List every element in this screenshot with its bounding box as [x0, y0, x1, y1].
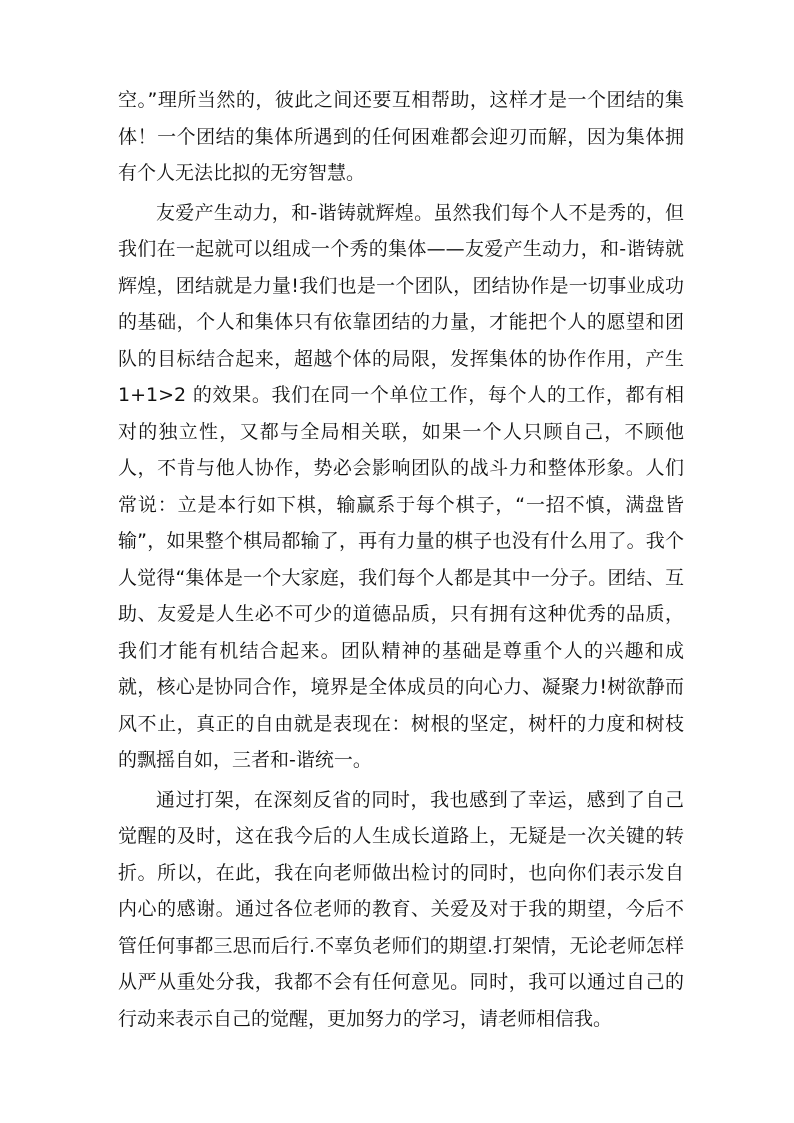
- paragraph-1: 空。”理所当然的，彼此之间还要互相帮助，这样才是一个团结的集体！一个团结的集体所遇到的任何困难都会迎刃而解，因为集体拥有个人无法比拟的无穷智慧。: [118, 89, 684, 184]
- paragraph-2: 友爱产生动力，和-谐铸就辉煌。虽然我们每个人不是秀的，但我们在一起就可以组成一个秀的集体——友爱产生动力，和-谐铸就辉煌，团结就是力量!我们也是一个团队，团结协作是一切事业成功的基础，个人和集体只有依靠团结的力量，才能把个人的愿望和团队的目标结合起来，超越个体的局限，发挥集体的协作作用，产生 1+1>2 的效果。我们在同一个单位工作，每个人的工作，都有相对的独立性，又都与全局相关联，如果一个人只顾自己，不顾他人，不肯与他人协作，势必会影响团队的战斗力和整体形象。人们常说：立是本行如下棋，输赢系于每个棋子，“一招不慎，满盘皆输”，如果整个棋局都输了，再有力量的棋子也没有什么用了。我个人觉得“集体是一个大家庭，我们每个人都是其中一分子。团结、互助、友爱是人生必不可少的道德品质，只有拥有这种优秀的品质，我们才能有机结合起来。团队精神的基础是尊重个人的兴趣和成就，核心是协同合作，境界是全体成员的向心力、凝聚力!树欲静而风不止，真正的自由就是表现在：树根的坚定，树杆的力度和树枝的飘摇自如，三者和-谐统一。: [118, 201, 684, 771]
- document-body: [118, 82, 684, 1040]
- paragraph-3: 通过打架，在深刻反省的同时，我也感到了幸运，感到了自己觉醒的及时，这在我今后的人生成长道路上，无疑是一次关键的转折。所以，在此，我在向老师做出检讨的同时，也向你们表示发自内心的感谢。通过各位老师的教育、关爱及对于我的期望，今后不管任何事都三思而后行.不辜负老师们的期望.打架情，无论老师怎样从严从重处分我，我都不会有任何意见。同时，我可以通过自己的行动来表示自己的觉醒，更加努力的学习，请老师相信我。: [118, 788, 684, 1030]
